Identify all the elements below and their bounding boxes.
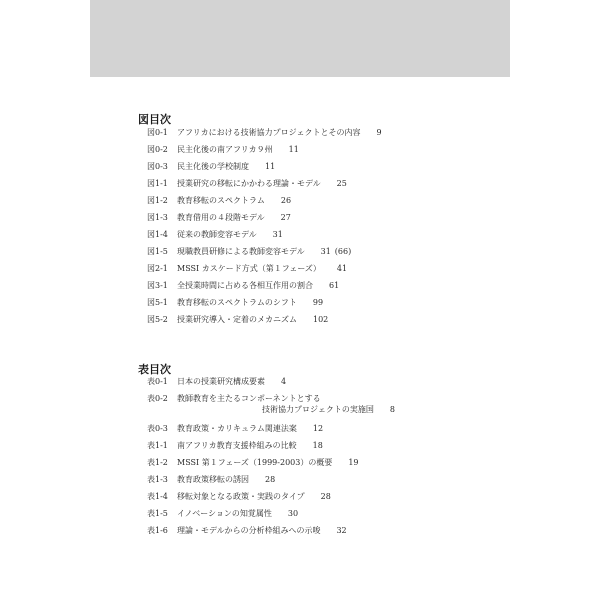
entry-page: 31: [272, 230, 283, 239]
tables-heading: 表目次: [138, 363, 171, 376]
entry-page: 11: [265, 162, 276, 171]
entry-number: 図5-1: [147, 298, 168, 307]
entry-number: 表1-3: [147, 475, 168, 484]
entry-extra-page: (66): [334, 247, 352, 256]
entry-page: 99: [312, 298, 324, 307]
entry-title: 教師教育を主たるコンポーネントとする: [177, 394, 321, 403]
entry-page: 11: [288, 145, 299, 154]
entry-title: 教育借用の４段階モデル: [177, 213, 265, 222]
entry-number: 表1-1: [147, 441, 168, 450]
entry-title: 南アフリカ教育支援枠組みの比較: [177, 441, 297, 450]
entry-page: 28: [320, 492, 331, 501]
toc-entry[interactable]: [147, 390, 447, 420]
toc-entry[interactable]: [147, 505, 447, 522]
entry-title: 教育移転のスペクトラムのシフト: [177, 298, 297, 307]
entry-title: MSSI カスケード方式（第１フェーズ）: [177, 264, 321, 273]
entry-title: 全授業時間に占める各相互作用の割合: [177, 281, 313, 290]
entry-number: 表1-6: [147, 526, 168, 535]
toc-entry[interactable]: [147, 141, 447, 158]
entry-title: 授業研究の移転にかかわる理論・モデル: [177, 179, 321, 188]
entry-number: 図1-5: [147, 247, 168, 256]
toc-entry[interactable]: [147, 209, 447, 226]
entry-page: 26: [280, 196, 292, 205]
entry-number: 図2-1: [147, 264, 168, 273]
toc-entry[interactable]: [147, 124, 447, 141]
entry-title: 民主化後の学校制度: [177, 162, 249, 171]
toc-entry[interactable]: [147, 471, 447, 488]
entry-page: 61: [329, 281, 340, 290]
entry-number: 表0-1: [147, 377, 168, 386]
entry-number: 図3-1: [147, 281, 168, 290]
entry-page: 25: [336, 179, 347, 188]
entry-number: 図0-1: [147, 128, 168, 137]
toc-entry[interactable]: [147, 373, 447, 390]
entry-number: 図0-3: [147, 162, 168, 171]
entry-number: 図1-1: [147, 179, 168, 188]
entry-number: 表1-5: [147, 509, 168, 518]
toc-entry[interactable]: [147, 158, 447, 175]
toc-entry[interactable]: [147, 226, 447, 243]
entry-page: 18: [312, 441, 323, 450]
entry-number: 表1-4: [147, 492, 168, 501]
entry-number: 図1-3: [147, 213, 168, 222]
entry-title-continued: 技術協力プロジェクトの実施国: [262, 405, 374, 414]
entry-title: 教育政策移転の誘因: [177, 475, 249, 484]
entry-page: 12: [312, 424, 324, 433]
toc-entry[interactable]: [147, 311, 447, 328]
toc-entry[interactable]: [147, 294, 447, 311]
toc-entry[interactable]: [147, 277, 447, 294]
entry-title: 理論・モデルからの分析枠組みへの示唆: [177, 526, 321, 535]
entry-title: 授業研究導入・定着のメカニズム: [177, 315, 297, 324]
entry-number: 表1-2: [147, 458, 168, 467]
figures-list: [147, 124, 447, 328]
entry-title: 教育政策・カリキュラム関連法案: [177, 424, 297, 433]
entry-page: 28: [265, 475, 276, 484]
entry-page: 102: [313, 315, 329, 324]
entry-page: 32: [336, 526, 347, 535]
toc-entry[interactable]: [147, 522, 447, 539]
tables-list: [147, 373, 447, 539]
entry-page: 4: [281, 377, 287, 386]
toc-entry[interactable]: [147, 420, 447, 437]
entry-title: 従来の教師変容モデル: [177, 230, 257, 239]
toc-entry[interactable]: [147, 192, 447, 209]
entry-title: 民主化後の南アフリカ９州: [177, 145, 273, 154]
entry-number: 図1-2: [147, 196, 168, 205]
toc-entry[interactable]: [147, 260, 447, 277]
header-band: [90, 0, 510, 77]
entry-title: MSSI 第１フェーズ（1999-2003）の概要: [177, 458, 333, 467]
entry-title: イノベーションの知覚属性: [177, 509, 272, 518]
entry-number: 図0-2: [147, 145, 168, 154]
entry-number: 表0-3: [147, 424, 168, 433]
entry-number: 図1-4: [147, 230, 168, 239]
toc-entry[interactable]: [147, 454, 447, 471]
entry-page: 27: [280, 213, 291, 222]
entry-page: 19: [348, 458, 359, 467]
entry-page: 41: [336, 264, 348, 273]
entry-title: 日本の授業研究構成要素: [177, 377, 265, 386]
entry-number: 図5-2: [147, 315, 168, 324]
entry-title: 移転対象となる政策・実践のタイプ: [177, 492, 305, 501]
entry-number: 表0-2: [147, 394, 168, 403]
entry-title: 現職教員研修による教師変容モデル: [177, 247, 305, 256]
toc-entry[interactable]: [147, 243, 447, 260]
entry-page: 8: [389, 405, 395, 414]
toc-entry[interactable]: [147, 437, 447, 454]
toc-entry[interactable]: [147, 175, 447, 192]
entry-title: アフリカにおける技術協力プロジェクトとその内容: [177, 128, 361, 137]
toc-entry[interactable]: [147, 488, 447, 505]
entry-page: 9: [376, 128, 382, 137]
entry-title: 教育移転のスペクトラム: [177, 196, 265, 205]
entry-page: 30: [287, 509, 299, 518]
figures-heading: 図目次: [138, 113, 171, 126]
entry-page: 31: [320, 247, 331, 256]
